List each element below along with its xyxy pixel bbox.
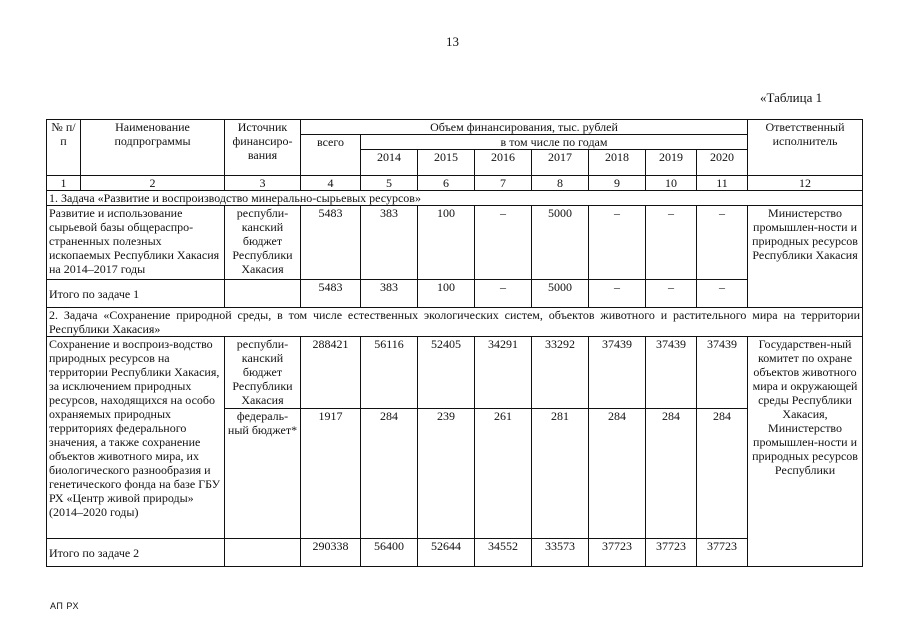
task1-title-row [47,191,863,206]
task1-value: 5000 [532,206,589,280]
task1-total-value: – [697,280,748,308]
task2-value-federal: 284 [361,409,418,539]
column-number: 7 [475,176,532,191]
task2-value-regional: 56116 [361,337,418,409]
task2-value-federal: 281 [532,409,589,539]
task2-total-value: 290338 [301,539,361,567]
task1-total-value: 383 [361,280,418,308]
task1-total-value: – [475,280,532,308]
task1-total-value: 5000 [532,280,589,308]
task2-total-value: 37723 [646,539,697,567]
task2-responsible: Государствен-ный комитет по охране объектов животного мира и окружающей среды Республики Хакасия, Министерство промышлен-ности и природных ресурсов Республики [748,337,863,567]
task1-title: 1. Задача «Развитие и воспроизводство минерально-сырьевых ресурсов» [47,191,863,206]
header-no: № п/п [47,120,81,176]
task2-total-value: 34552 [475,539,532,567]
task1-name: Развитие и использование сырьевой базы общераспро-страненных полезных ископаемых Республики Хакасия на 2014–2017 годы [47,206,225,280]
task1-responsible: Министерство промышлен-ности и природных ресурсов Республики Хакасия [748,206,863,308]
header-by-years: в том числе по годам [361,135,748,150]
column-number: 6 [418,176,475,191]
task2-total-value: 33573 [532,539,589,567]
task2-total-value: 52644 [418,539,475,567]
header-source: Источник финансиро-вания [225,120,301,176]
task2-value-regional: 37439 [646,337,697,409]
task2-total-row [47,539,863,567]
task1-value: 5483 [301,206,361,280]
task2-row-regional [47,337,863,409]
column-number: 9 [589,176,646,191]
column-number: 1 [47,176,81,191]
task1-total-row [47,280,863,308]
header-volume: Объем финансирования, тыс. рублей [301,120,748,135]
column-number: 3 [225,176,301,191]
column-number: 12 [748,176,863,191]
task1-total-source [225,280,301,308]
task1-value: 383 [361,206,418,280]
task1-total-value: 5483 [301,280,361,308]
task2-total-value: 37723 [697,539,748,567]
column-number: 11 [697,176,748,191]
task2-total-label: Итого по задаче 2 [47,539,225,567]
footer-mark: АП РХ [50,601,79,611]
header-year: 2018 [589,150,646,176]
task2-value-federal: 1917 [301,409,361,539]
task1-total-value: – [589,280,646,308]
task1-total-value: – [646,280,697,308]
header-year: 2017 [532,150,589,176]
header-name: Наименование подпрограммы [81,120,225,176]
header-responsible: Ответственный исполнитель [748,120,863,176]
task1-value: – [697,206,748,280]
task2-value-federal: 239 [418,409,475,539]
task2-total-value: 37723 [589,539,646,567]
column-number: 4 [301,176,361,191]
task2-value-regional: 288421 [301,337,361,409]
column-number: 10 [646,176,697,191]
task2-total-source [225,539,301,567]
table-caption: «Таблица 1 [760,90,823,105]
header-year: 2020 [697,150,748,176]
task2-value-federal: 284 [646,409,697,539]
column-numbers-row [47,176,863,191]
task1-value: 100 [418,206,475,280]
task1-total-value: 100 [418,280,475,308]
financing-table [46,119,863,567]
task2-value-federal: 284 [589,409,646,539]
header-year: 2016 [475,150,532,176]
task2-value-federal: 261 [475,409,532,539]
header-year: 2014 [361,150,418,176]
task2-value-regional: 37439 [697,337,748,409]
column-number: 2 [81,176,225,191]
task1-value: – [475,206,532,280]
task2-value-federal: 284 [697,409,748,539]
task2-value-regional: 37439 [589,337,646,409]
task1-value: – [646,206,697,280]
task1-value: – [589,206,646,280]
task2-source-regional: республи-канский бюджет Республики Хакасия [225,337,301,409]
column-number: 5 [361,176,418,191]
task1-source: республи-канский бюджет Республики Хакасия [225,206,301,280]
task2-source-federal: федераль-ный бюджет* [225,409,301,539]
task2-title-row [47,308,863,337]
task2-title: 2. Задача «Сохранение природной среды, в том числе естественных экологических систем, объектов животного и растительного мира на территории Республики Хакасия» [47,308,863,337]
column-number: 8 [532,176,589,191]
header-year: 2019 [646,150,697,176]
task2-value-regional: 34291 [475,337,532,409]
page-number: 13 [446,34,459,49]
task2-value-regional: 52405 [418,337,475,409]
task1-row [47,206,863,280]
task2-value-regional: 33292 [532,337,589,409]
task1-total-label: Итого по задаче 1 [47,280,225,308]
task2-name: Сохранение и воспроиз-водство природных ресурсов на территории Республики Хакасия, за исключением природных ресурсов, находящихся на особо охраняемых природных территориях федерального значения, а также сохранение объектов животного мира, их биологического разнообразия и генетического фонда на базе ГБУ РХ «Центр живой природы» (2014–2020 годы) [47,337,225,539]
header-total: всего [301,135,361,176]
task2-total-value: 56400 [361,539,418,567]
header-year: 2015 [418,150,475,176]
